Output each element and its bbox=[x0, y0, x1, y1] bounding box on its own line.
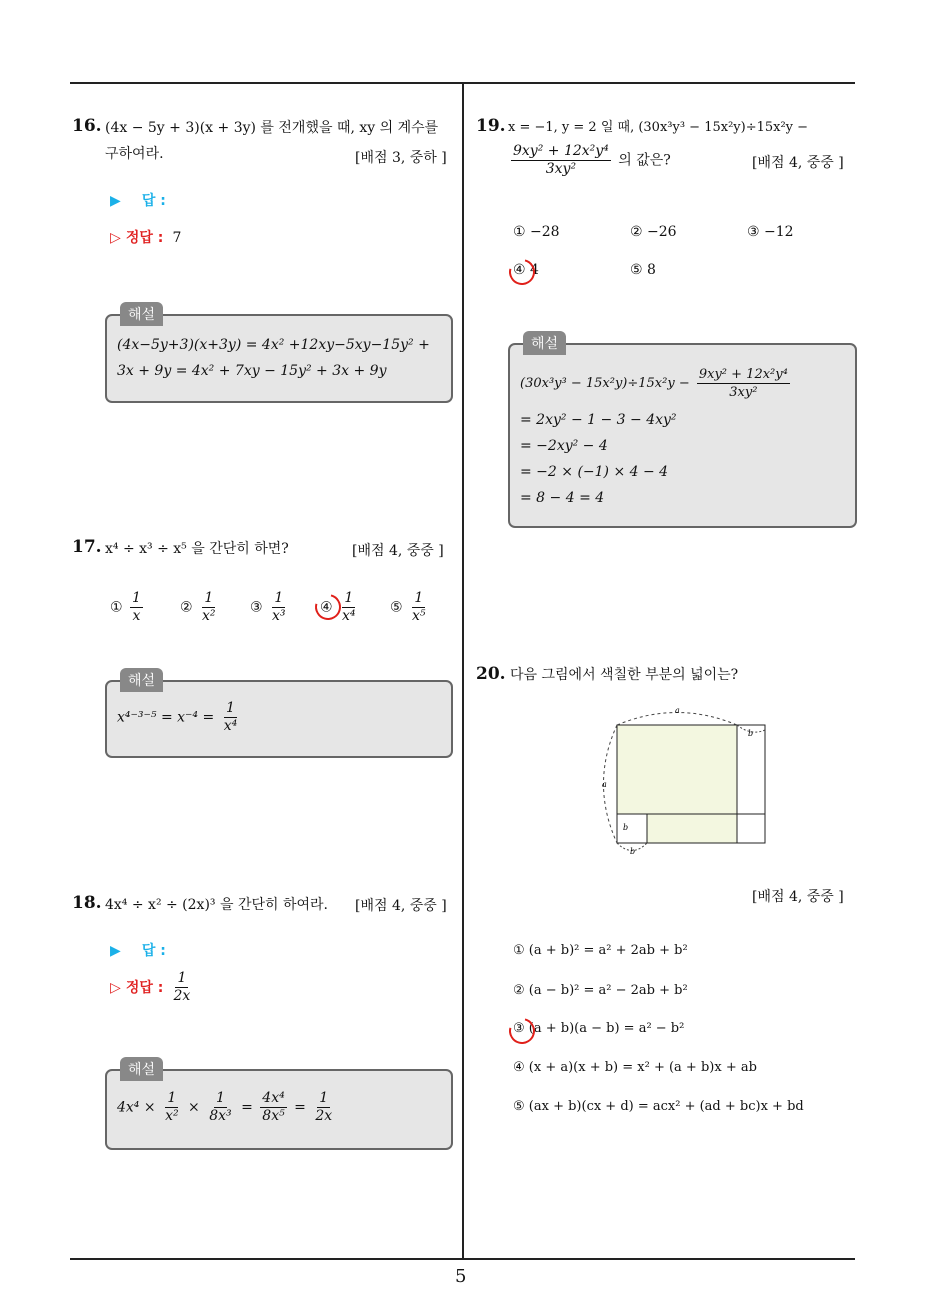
q17-score: [배점 4, 중중 ] bbox=[352, 543, 444, 559]
q20-number: 20. bbox=[476, 664, 506, 684]
key-label: 정답 : bbox=[125, 230, 164, 246]
q16-score: [배점 3, 중하 ] bbox=[355, 150, 447, 166]
q19-text-line1: x = −1, y = 2 일 때, (30x³y³ − 15x²y)÷15x²y − bbox=[508, 120, 809, 135]
outline-arrow-icon: ▷ bbox=[110, 980, 121, 996]
play-arrow-icon: ▶ bbox=[110, 943, 121, 959]
q19-explanation-tag: 해설 bbox=[523, 331, 566, 355]
q19-choice-5[interactable]: ⑤ 8 bbox=[630, 262, 656, 278]
q16-exp-line2: 3x + 9y = 4x² + 7xy − 15y² + 3x + 9y bbox=[117, 363, 387, 379]
shaded-square bbox=[617, 725, 737, 814]
key-label: 정답 : bbox=[125, 980, 164, 996]
q17-choice-3[interactable]: ③ $\frac{1}{\text{x³}}$ bbox=[250, 590, 286, 624]
page-number: 5 bbox=[455, 1266, 467, 1287]
q19-exp-first-line: (30x³y³ − 15x²y)÷15x²y − $\frac{\text{9xy² + 12x²y⁴}}{\text{3xy²}}$ bbox=[520, 367, 788, 400]
q18-number: 18. bbox=[72, 893, 102, 913]
q17-exp-line: x⁴⁻³⁻⁵ = x⁻⁴ = $\frac{1}{\text{x⁴}}$ bbox=[117, 700, 238, 734]
q19-selected-circle-icon bbox=[504, 254, 540, 290]
q18-explanation-tag: 해설 bbox=[120, 1057, 163, 1081]
column-divider bbox=[462, 84, 464, 1259]
q19-text-line2: $\frac{\text{9xy² + 12x²y⁴}}{\text{3xy²}}$ 의 값은? bbox=[513, 143, 671, 177]
q18-text: 4x⁴ ÷ x² ÷ (2x)³ 을 간단히 하여라. bbox=[105, 897, 328, 913]
q18-key-row bbox=[110, 970, 195, 1005]
q20-choice-3[interactable]: ③ (a + b)(a − b) = a² − b² bbox=[513, 1021, 685, 1036]
q16-answer-row[interactable] bbox=[110, 190, 166, 210]
q17-choice-2[interactable]: ② $\frac{1}{\text{x²}}$ bbox=[180, 590, 216, 624]
q20-selected-circle-icon bbox=[504, 1013, 540, 1049]
fig-label-b-inner: b bbox=[623, 823, 629, 832]
fig-label-a-left: a bbox=[602, 780, 607, 789]
q19-choice-3[interactable]: ③ −12 bbox=[747, 224, 794, 240]
answer-label: 답 : bbox=[141, 943, 166, 959]
fig-label-b-right: b bbox=[748, 729, 754, 738]
q20-choice-5[interactable]: ⑤ (ax + b)(cx + d) = acx² + (ad + bc)x + bd bbox=[513, 1099, 804, 1114]
answer-label: 답 : bbox=[141, 193, 166, 209]
q20-text: 다음 그림에서 색칠한 부분의 넓이는? bbox=[510, 667, 739, 683]
fig-label-b-bottom: b bbox=[630, 847, 636, 856]
q19-exp-line5: = 8 − 4 = 4 bbox=[520, 490, 605, 506]
key-value: $\frac{1}{2x}$ bbox=[173, 970, 191, 1004]
right-column bbox=[737, 725, 765, 814]
q16-text-line2: 구하여라. bbox=[105, 146, 164, 162]
q17-choice-1[interactable]: ① $\frac{1}{x}$ bbox=[110, 590, 141, 624]
key-value: 7 bbox=[172, 230, 182, 246]
q19-score: [배점 4, 중중 ] bbox=[752, 155, 844, 171]
q20-figure bbox=[590, 700, 780, 865]
small-square-left bbox=[617, 814, 647, 843]
q19-exp-line2: = 2xy² − 1 − 3 − 4xy² bbox=[520, 412, 677, 428]
q20-score: [배점 4, 중중 ] bbox=[752, 889, 844, 905]
q18-score: [배점 4, 중중 ] bbox=[355, 898, 447, 914]
q20-choice-1[interactable]: ① (a + b)² = a² + 2ab + b² bbox=[513, 943, 688, 958]
q20-choice-4[interactable]: ④ (x + a)(x + b) = x² + (a + b)x + ab bbox=[513, 1060, 757, 1075]
q20-choice-2[interactable]: ② (a − b)² = a² − 2ab + b² bbox=[513, 983, 688, 998]
q16-text-line1: (4x − 5y + 3)(x + 3y) 를 전개했을 때, xy 의 계수를 bbox=[105, 120, 439, 136]
q19-exp-line4: = −2 × (−1) × 4 − 4 bbox=[520, 464, 669, 480]
corner-square bbox=[737, 814, 765, 843]
q17-choice-4[interactable]: ④ $\frac{1}{\text{x⁴}}$ bbox=[320, 590, 356, 624]
shaded-strip bbox=[647, 814, 737, 843]
q17-choice-5[interactable]: ⑤ $\frac{1}{\text{x⁵}}$ bbox=[390, 590, 426, 624]
play-arrow-icon: ▶ bbox=[110, 193, 121, 209]
q19-exp-line3: = −2xy² − 4 bbox=[520, 438, 608, 454]
q16-explanation-tag: 해설 bbox=[120, 302, 163, 326]
bottom-rule bbox=[70, 1258, 855, 1260]
q19-choice-4[interactable]: ④ 4 bbox=[513, 262, 539, 278]
q18-answer-row[interactable] bbox=[110, 940, 166, 960]
fig-label-a-top: a bbox=[675, 706, 680, 715]
q17-explanation-tag: 해설 bbox=[120, 668, 163, 692]
q16-key-row bbox=[110, 227, 181, 247]
q17-number: 17. bbox=[72, 537, 102, 557]
q17-text: x⁴ ÷ x³ ÷ x⁵ 을 간단히 하면? bbox=[105, 541, 289, 557]
q16-exp-line1: (4x−5y+3)(x+3y) = 4x² +12xy−5xy−15y² + bbox=[117, 337, 430, 353]
q18-exp-line: 4x⁴ × $\frac{1}{\text{x²}}$ × $\frac{1}{\text{8x³}}$ = $\frac{\text{4x⁴}}{\text{8x⁵}}$ = $\frac{1}{2x}$ bbox=[117, 1090, 333, 1124]
outline-arrow-icon: ▷ bbox=[110, 230, 121, 246]
q16-number: 16. bbox=[72, 116, 102, 136]
q19-number: 19. bbox=[476, 116, 506, 136]
q19-choice-2[interactable]: ② −26 bbox=[630, 224, 677, 240]
q19-choice-1[interactable]: ① −28 bbox=[513, 224, 560, 240]
